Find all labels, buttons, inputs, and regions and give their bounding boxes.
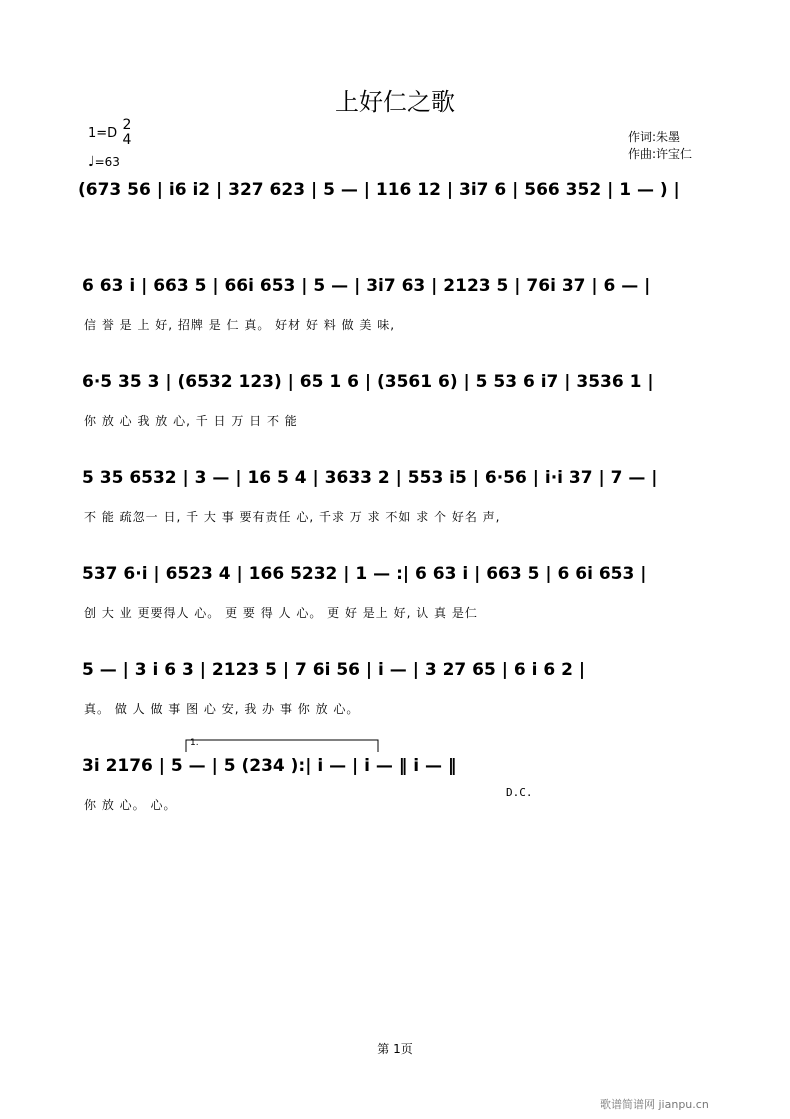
lyrics-row-5: 创 大 业 更要得人 心。 更 要 得 人 心。 更 好 是上 好, 认 真 是仁 <box>84 606 478 620</box>
notes-row-3: 6·5 35 3 | (6532 123) | 65 1 6 | (3561 6) | 5 53 6 i7 | 3536 1 | <box>82 372 654 392</box>
notes-row-6: 5 — | 3 i 6 3 | 2123 5 | 7 6i 56 | i — | 3 27 65 | 6 i 6 2 | <box>82 660 586 680</box>
page-number: 第 1页 <box>377 1042 413 1056</box>
lyrics-row-2: 信 誉 是 上 好, 招牌 是 仁 真。 好材 好 料 做 美 味, <box>84 318 396 332</box>
quarter-note-icon: ♩ <box>88 154 95 170</box>
meter-bottom: 4 <box>122 132 132 148</box>
lyrics-row-7: 你 放 心。 心。 <box>84 798 177 812</box>
meter-top: 2 <box>122 117 132 133</box>
tempo-value: =63 <box>94 155 120 169</box>
notes-row-7: 3i 2176 | 5 — | 5 (234 ):| i — | i — ‖ i — ‖ <box>82 756 457 776</box>
notes-row-1: (673 56 | i6 i2 | 327 623 | 5 — | 116 12 | 3i7 6 | 566 352 | 1 — ) | <box>78 180 680 200</box>
page-title: 上好仁之歌 <box>335 88 455 116</box>
composer-credit: 作曲:许宝仁 <box>628 147 693 161</box>
lyricist-credit: 作词:朱墨 <box>628 130 681 144</box>
dc-mark: D.C. <box>506 786 533 799</box>
lyrics-row-6: 真。 做 人 做 事 图 心 安, 我 办 事 你 放 心。 <box>84 702 360 716</box>
volta-label: 1. <box>190 738 199 748</box>
lyrics-row-3: 你 放 心 我 放 心, 千 日 万 日 不 能 <box>84 414 298 428</box>
notes-row-2: 6 63 i | 663 5 | 66i 653 | 5 — | 3i7 63 | 2123 5 | 76i 37 | 6 — | <box>82 276 651 296</box>
notes-row-5: 537 6·i | 6523 4 | 166 5232 | 1 — :| 6 63 i | 663 5 | 6 6i 653 | <box>82 564 647 584</box>
watermark: 歌谱简谱网 jianpu.cn <box>600 1098 709 1111</box>
notes-row-4: 5 35 6532 | 3 — | 16 5 4 | 3633 2 | 553 i5 | 6·56 | i·i 37 | 7 — | <box>82 468 658 488</box>
key-signature: 1=D <box>88 126 118 141</box>
lyrics-row-4: 不 能 疏忽一 日, 千 大 事 要有责任 心, 千求 万 求 不如 求 个 好名 声, <box>84 510 501 524</box>
